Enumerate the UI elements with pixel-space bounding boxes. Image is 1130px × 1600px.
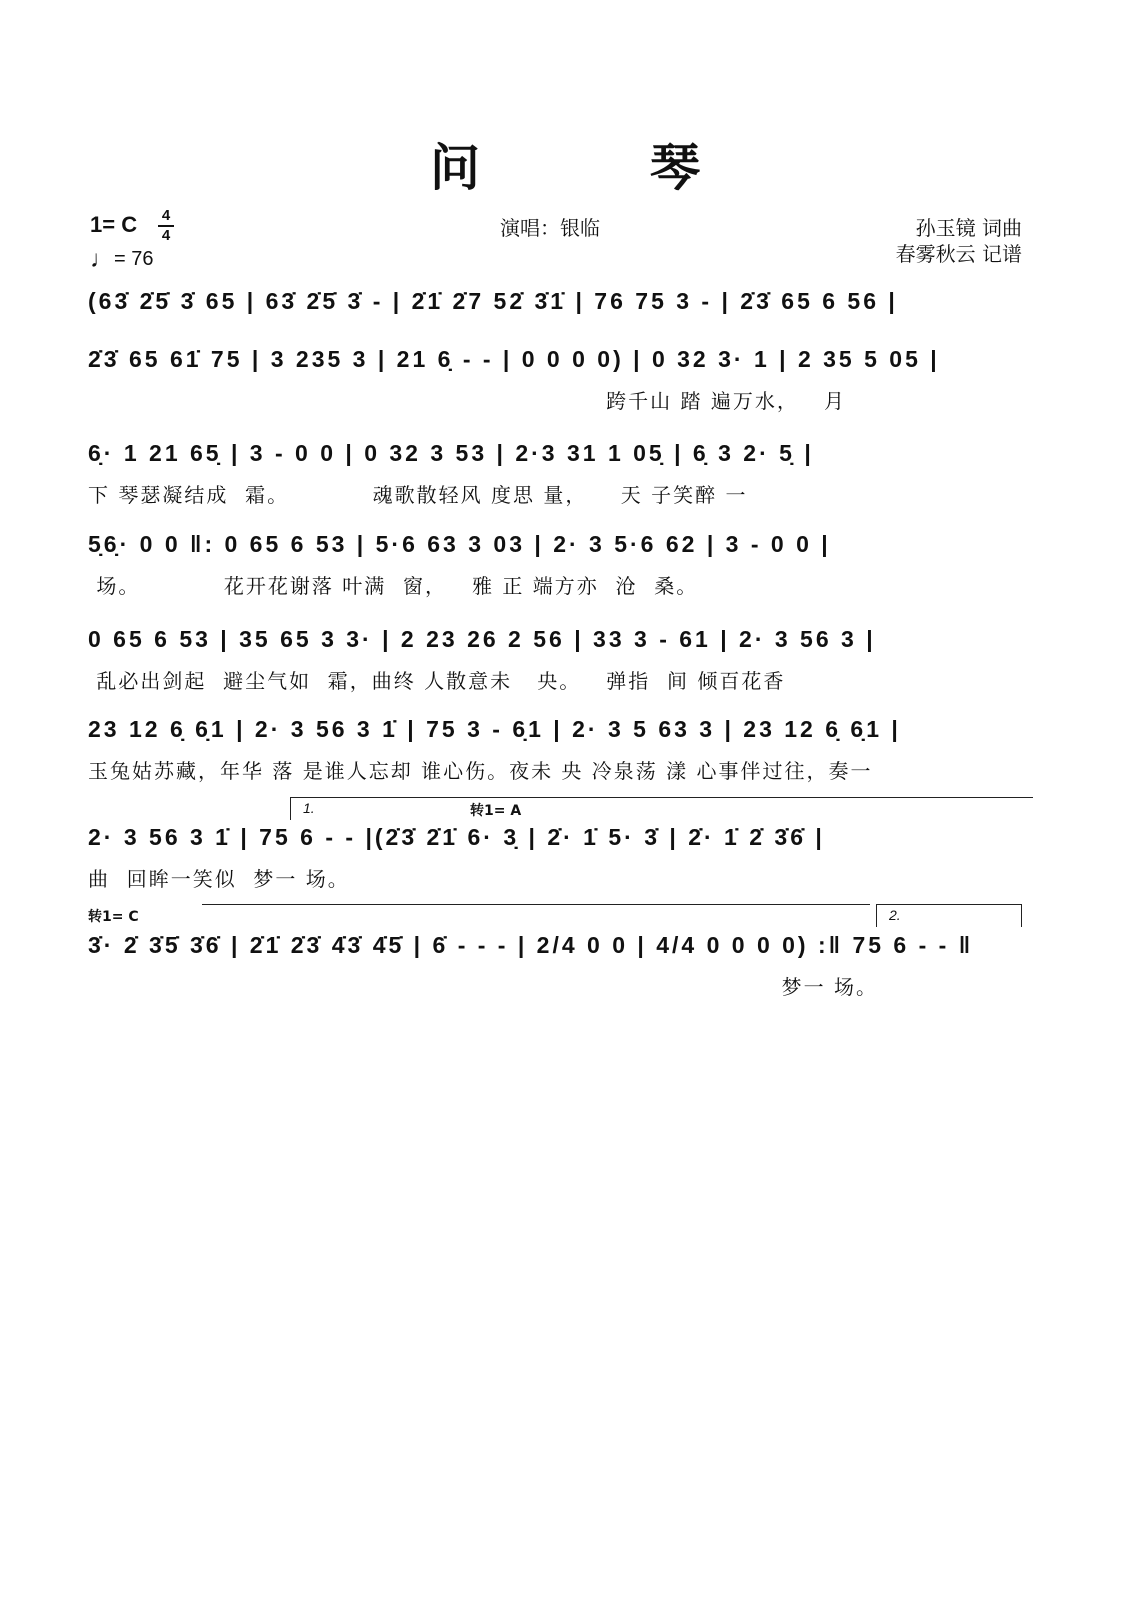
score-line-2 [88, 342, 1032, 413]
first-ending-bracket: 1. [290, 797, 1033, 820]
tempo-marking [90, 246, 153, 274]
lyrics-row: 梦一 场。 [88, 975, 879, 999]
score-line-3 [88, 436, 1032, 507]
first-ending-continuation [202, 904, 870, 927]
score-line-8 [88, 928, 1032, 999]
key-signature: 1= C [90, 212, 138, 237]
singer-credit: 演唱：银临 [500, 216, 600, 240]
page-title: 问 琴 [430, 138, 760, 197]
notation-row: 5̣6̣· 0 0 ‖: 0 65 6 53 | 5·6 63 3 03 | 2· 3 5·6 62 | 3 - 0 0 | [88, 531, 831, 557]
notation-row: (63̇ 2̇5̇ 3̇ 65 | 63̇ 2̇5̇ 3̇ - | 2̇1̇ 2̇7 52̇ 3̇1̇ | 76 75 3 - | 2̇3̇ 65 6 56 | [88, 288, 898, 314]
score-line-6 [88, 712, 1032, 783]
quarter-note-icon: ♩ [90, 246, 114, 273]
transcriber-credit: 春雾秋云 记谱 [895, 242, 1022, 266]
second-ending-bracket: 2. [876, 904, 1022, 927]
modulation-to-a: 转1= A [470, 803, 522, 819]
notation-row: 6̣· 1 21 65̣ | 3 - 0 0 | 0 32 3 53 | 2·3 31 1 05̣ | 6̣ 3 2· 5̣ | [88, 440, 814, 466]
time-signature-bottom: 4 [161, 227, 171, 244]
lyrics-row: 玉兔姑苏藏，年华 落 是谁人忘却 谁心伤。夜未 央 冷泉荡 漾 心事伴过往，奏一 [88, 759, 873, 783]
notation-row: 2· 3 56 3 1̇ | 75 6 - - |(2̇3̇ 2̇1̇ 6· 3̣ | 2̇· 1̇ 5· 3̇ | 2̇· 1̇ 2̇ 3̇6̇ | [88, 824, 825, 850]
time-signature-top: 4 [161, 207, 171, 224]
score-line-1 [88, 284, 1032, 344]
lyrics-row: 场。 花开花谢落 叶满 窗， 雅 正 端方亦 沧 桑。 [88, 574, 699, 598]
notation-row: 23 12 6̣ 6̣1 | 2· 3 56 3 1̇ | 75 3 - 6̣1 | 2· 3 5 63 3 | 23 12 6̣ 6̣1 | [88, 716, 901, 742]
lyrics-row: 乱必出剑起 避尘气如 霜，曲终 人散意未 央。 弹指 间 倾百花香 [88, 669, 786, 693]
score-line-4 [88, 527, 1032, 598]
composer-credit: 孙玉镜 词曲 [915, 216, 1022, 240]
notation-row: 0 65 6 53 | 35 65 3 3· | 2 23 26 2 56 | 33 3 - 61 | 2· 3 56 3 | [88, 626, 876, 652]
score-line-7 [88, 820, 1032, 891]
score-line-5 [88, 622, 1032, 693]
tempo-value: = 76 [114, 248, 154, 270]
notation-row: 2̇3̇ 65 61̇ 75 | 3 235 3 | 21 6̣ - - | 0 0 0 0) | 0 32 3· 1 | 2 35 5 05 | [88, 346, 940, 372]
lyrics-row: 跨千山 踏 遍万水， 月 [88, 389, 846, 413]
modulation-to-c: 转1= C [88, 909, 139, 925]
notation-row: 3̇· 2̇ 3̇5̇ 3̇6̇ | 2̇1̇ 2̇3̇ 4̇3̇ 4̇5̇ | 6̇ - - - | 2/4 0 0 | 4/4 0 0 0 0) :‖ 75 6 - - ‖ [88, 932, 974, 958]
lyrics-row: 下 琴瑟凝结成 霜。 魂歌散轻风 度思 量， 天 子笑醉 一 [88, 483, 748, 507]
lyrics-row: 曲 回眸一笑似 梦一 场。 [88, 867, 350, 891]
time-signature [158, 208, 174, 244]
